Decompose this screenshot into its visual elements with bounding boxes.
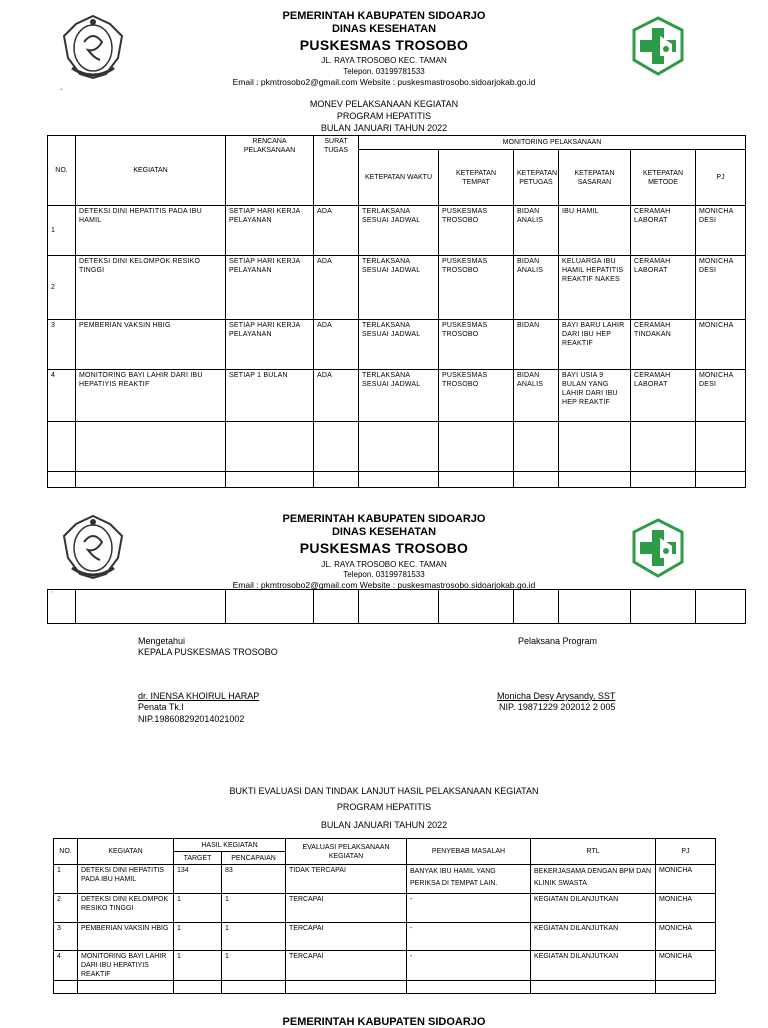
- cell-waktu: TERLAKSANA SESUAI JADWAL: [359, 320, 439, 370]
- th-rencana: RENCANA PELAKSANAAN: [226, 136, 314, 206]
- cell-no: 3: [54, 923, 78, 951]
- header-government: PEMERINTAH KABUPATEN SIDOARJO: [282, 10, 486, 22]
- th-kegiatan: KEGIATAN: [78, 839, 174, 865]
- cell-surat: ADA: [314, 256, 359, 320]
- sign-left-title: KEPALA PUSKESMAS TROSOBO: [138, 647, 278, 657]
- cell-surat: ADA: [314, 370, 359, 422]
- cell-kegiatan: PEMBERIAN VAKSIN HBIG: [76, 320, 226, 370]
- cell-no: 3: [48, 320, 76, 370]
- sign-right-name: Monicha Desy Arysandy, SST: [497, 691, 616, 701]
- cell-tempat: PUSKESMAS TROSOBO: [439, 370, 514, 422]
- cell-waktu: TERLAKSANA SESUAI JADWAL: [359, 206, 439, 256]
- cell-surat: ADA: [314, 206, 359, 256]
- header-contact: Email : pkmtrosobo2@gmail.com Website : puskesmastrosobo.sidoarjokab.go.id: [232, 580, 536, 590]
- cell-pj: MONICHA: [656, 923, 716, 951]
- header-address: JL. RAYA TROSOBO KEC. TAMAN: [321, 56, 447, 65]
- cell-penyebab: -: [407, 951, 531, 981]
- sign-left-label: Mengetahui: [138, 636, 186, 646]
- header-government-partial: PEMERINTAH KABUPATEN SIDOARJO: [282, 1016, 486, 1028]
- cell-kegiatan: MONITORING BAYI LAHIR DARI IBU HEPATIYIS REAKTIF: [78, 951, 174, 981]
- cell-pencapaian: 1: [222, 951, 286, 981]
- stray-mark: `: [60, 88, 63, 97]
- cell-no: 2: [54, 894, 78, 923]
- table-row: [54, 923, 716, 951]
- table-row-empty: [48, 422, 746, 472]
- sign-left-nip: NIP.198608292014021002: [138, 714, 245, 724]
- evaluasi-program: PROGRAM HEPATITIS: [336, 802, 432, 812]
- cell-tempat: PUSKESMAS TROSOBO: [439, 320, 514, 370]
- th-petugas: KETEPATAN PETUGAS: [514, 150, 559, 206]
- table-row: [48, 370, 746, 422]
- cell-evaluasi: TERCAPAI: [286, 951, 407, 981]
- cell-kegiatan: MONITORING BAYI LAHIR DARI IBU HEPATIYIS REAKTIF: [76, 370, 226, 422]
- sign-left-name: dr. INENSA KHOIRUL HARAP: [138, 691, 260, 701]
- cell-sasaran: IBU HAMIL: [559, 206, 631, 256]
- cell-evaluasi: TERCAPAI: [286, 894, 407, 923]
- table-row: [48, 256, 746, 320]
- cell-kegiatan: PEMBERIAN VAKSIN HBIG: [78, 923, 174, 951]
- cell-rencana: SETIAP HARI KERJA PELAYANAN: [226, 256, 314, 320]
- monev-period: BULAN JANUARI TAHUN 2022: [320, 123, 448, 133]
- cell-no: 2: [48, 256, 76, 320]
- evaluasi-title: BUKTI EVALUASI DAN TINDAK LANJUT HASIL PELAKSANAAN KEGIATAN: [229, 786, 539, 796]
- cell-kegiatan: DETEKSI DINI HEPATITIS PADA IBU HAMIL: [78, 865, 174, 894]
- cell-sasaran: BAYI USIA 9 BULAN YANG LAHIR DARI IBU HEP REAKTIF: [559, 370, 631, 422]
- cell-rencana: SETIAP HARI KERJA PELAYANAN: [226, 206, 314, 256]
- sign-right-label: Pelaksana Program: [518, 636, 598, 646]
- cell-metode: CERAMAH TINDAKAN: [631, 320, 696, 370]
- header-puskesmas: PUSKESMAS TROSOBO: [299, 540, 469, 556]
- th-pj: PJ: [696, 150, 746, 206]
- monev-table: [47, 135, 746, 488]
- cell-evaluasi: TERCAPAI: [286, 923, 407, 951]
- cell-surat: ADA: [314, 320, 359, 370]
- cell-penyebab: -: [407, 923, 531, 951]
- cell-metode: CERAMAH LABORAT: [631, 370, 696, 422]
- table-row: [54, 865, 716, 894]
- evaluasi-table: [53, 838, 716, 994]
- th-metode: KETEPATAN METODE: [631, 150, 696, 206]
- cell-target: 1: [174, 951, 222, 981]
- cell-no: 4: [54, 951, 78, 981]
- cell-no: 1: [48, 206, 76, 256]
- header-department: DINAS KESEHATAN: [331, 526, 437, 538]
- cell-petugas: BIDAN ANALIS: [514, 206, 559, 256]
- cell-rtl: KEGIATAN DILANJUTKAN: [531, 951, 656, 981]
- cell-rencana: SETIAP 1 BULAN: [226, 370, 314, 422]
- cell-tempat: PUSKESMAS TROSOBO: [439, 256, 514, 320]
- th-kegiatan: KEGIATAN: [76, 136, 226, 206]
- cell-pj: MONICHA: [696, 320, 746, 370]
- header-department: DINAS KESEHATAN: [331, 23, 437, 35]
- cell-kegiatan: DETEKSI DINI HEPATITIS PADA IBU HAMIL: [76, 206, 226, 256]
- th-no: NO.: [48, 136, 76, 206]
- table-row: [54, 894, 716, 923]
- cell-evaluasi: TIDAK TERCAPAI: [286, 865, 407, 894]
- cell-pj: MONICHA DESI: [696, 256, 746, 320]
- header-phone: Telepon. 03199781533: [343, 570, 425, 579]
- stray-mark: `: [48, 590, 76, 624]
- cell-petugas: BIDAN ANALIS: [514, 256, 559, 320]
- cell-petugas: BIDAN ANALIS: [514, 370, 559, 422]
- monev-title: MONEV PELAKSANAAN KEGIATAN: [309, 99, 459, 109]
- cell-petugas: BIDAN: [514, 320, 559, 370]
- header-address: JL. RAYA TROSOBO KEC. TAMAN: [321, 560, 447, 569]
- cell-pj: MONICHA: [656, 865, 716, 894]
- th-tempat: KETEPATAN TEMPAT: [439, 150, 514, 206]
- th-surat: SURAT TUGAS: [314, 136, 359, 206]
- cell-sasaran: BAYI BARU LAHIR DARI IBU HEP REAKTIF: [559, 320, 631, 370]
- cell-penyebab: BANYAK IBU HAMIL YANG PERIKSA DI TEMPAT LAIN.: [407, 865, 531, 894]
- cell-rtl: BEKERJASAMA DENGAN BPM DAN KLINIK SWASTA: [531, 865, 656, 894]
- cell-target: 1: [174, 894, 222, 923]
- cell-kegiatan: DETEKSI DINI KELOMPOK RESIKO TINGGI: [78, 894, 174, 923]
- th-hasil: HASIL KEGIATAN: [174, 839, 286, 852]
- header-phone: Telepon. 03199781533: [343, 67, 425, 76]
- header-contact: Email : pkmtrosobo2@gmail.com Website : puskesmastrosobo.sidoarjokab.go.id: [232, 77, 536, 87]
- cell-pj: MONICHA: [656, 951, 716, 981]
- th-pj: PJ: [656, 839, 716, 865]
- cell-metode: CERAMAH LABORAT: [631, 206, 696, 256]
- cell-pj: MONICHA DESI: [696, 370, 746, 422]
- table-row: [48, 320, 746, 370]
- th-evaluasi: EVALUASI PELAKSANAAN KEGIATAN: [286, 839, 407, 865]
- th-monitoring: MONITORING PELAKSANAAN: [359, 136, 746, 150]
- th-no: NO.: [54, 839, 78, 865]
- th-pencapaian: PENCAPAIAN: [222, 852, 286, 865]
- cell-target: 134: [174, 865, 222, 894]
- cell-pj: MONICHA DESI: [696, 206, 746, 256]
- th-sasaran: KETEPATAN SASARAN: [559, 150, 631, 206]
- cell-tempat: PUSKESMAS TROSOBO: [439, 206, 514, 256]
- table-row: [48, 206, 746, 256]
- continued-table-row: [47, 589, 746, 624]
- cell-penyebab: -: [407, 894, 531, 923]
- header-government: PEMERINTAH KABUPATEN SIDOARJO: [282, 513, 486, 525]
- cell-rencana: SETIAP HARI KERJA PELAYANAN: [226, 320, 314, 370]
- cell-rtl: KEGIATAN DILANJUTKAN: [531, 894, 656, 923]
- header-puskesmas: PUSKESMAS TROSOBO: [299, 37, 469, 53]
- table-row-empty: [54, 981, 716, 994]
- table-row-empty: [48, 472, 746, 488]
- cell-pencapaian: 1: [222, 923, 286, 951]
- sign-right-nip: NIP. 19871229 202012 2 005: [499, 702, 616, 712]
- th-rtl: RTL: [531, 839, 656, 865]
- cell-no: 1: [54, 865, 78, 894]
- cell-no: 4: [48, 370, 76, 422]
- cell-rtl: KEGIATAN DILANJUTKAN: [531, 923, 656, 951]
- th-penyebab: PENYEBAB MASALAH: [407, 839, 531, 865]
- table-row: [54, 951, 716, 981]
- cell-metode: CERAMAH LABORAT: [631, 256, 696, 320]
- th-target: TARGET: [174, 852, 222, 865]
- cell-waktu: TERLAKSANA SESUAI JADWAL: [359, 370, 439, 422]
- cell-target: 1: [174, 923, 222, 951]
- cell-pj: MONICHA: [656, 894, 716, 923]
- cell-kegiatan: DETEKSI DINI KELOMPOK RESIKO TINGGI: [76, 256, 226, 320]
- cell-pencapaian: 1: [222, 894, 286, 923]
- th-waktu: KETEPATAN WAKTU: [359, 150, 439, 206]
- evaluasi-period: BULAN JANUARI TAHUN 2022: [320, 820, 448, 830]
- cell-sasaran: KELUARGA IBU HAMIL HEPATITIS REAKTIF NAKES: [559, 256, 631, 320]
- cell-waktu: TERLAKSANA SESUAI JADWAL: [359, 256, 439, 320]
- monev-program: PROGRAM HEPATITIS: [336, 111, 432, 121]
- cell-pencapaian: 83: [222, 865, 286, 894]
- sign-left-rank: Penata Tk.I: [138, 702, 184, 712]
